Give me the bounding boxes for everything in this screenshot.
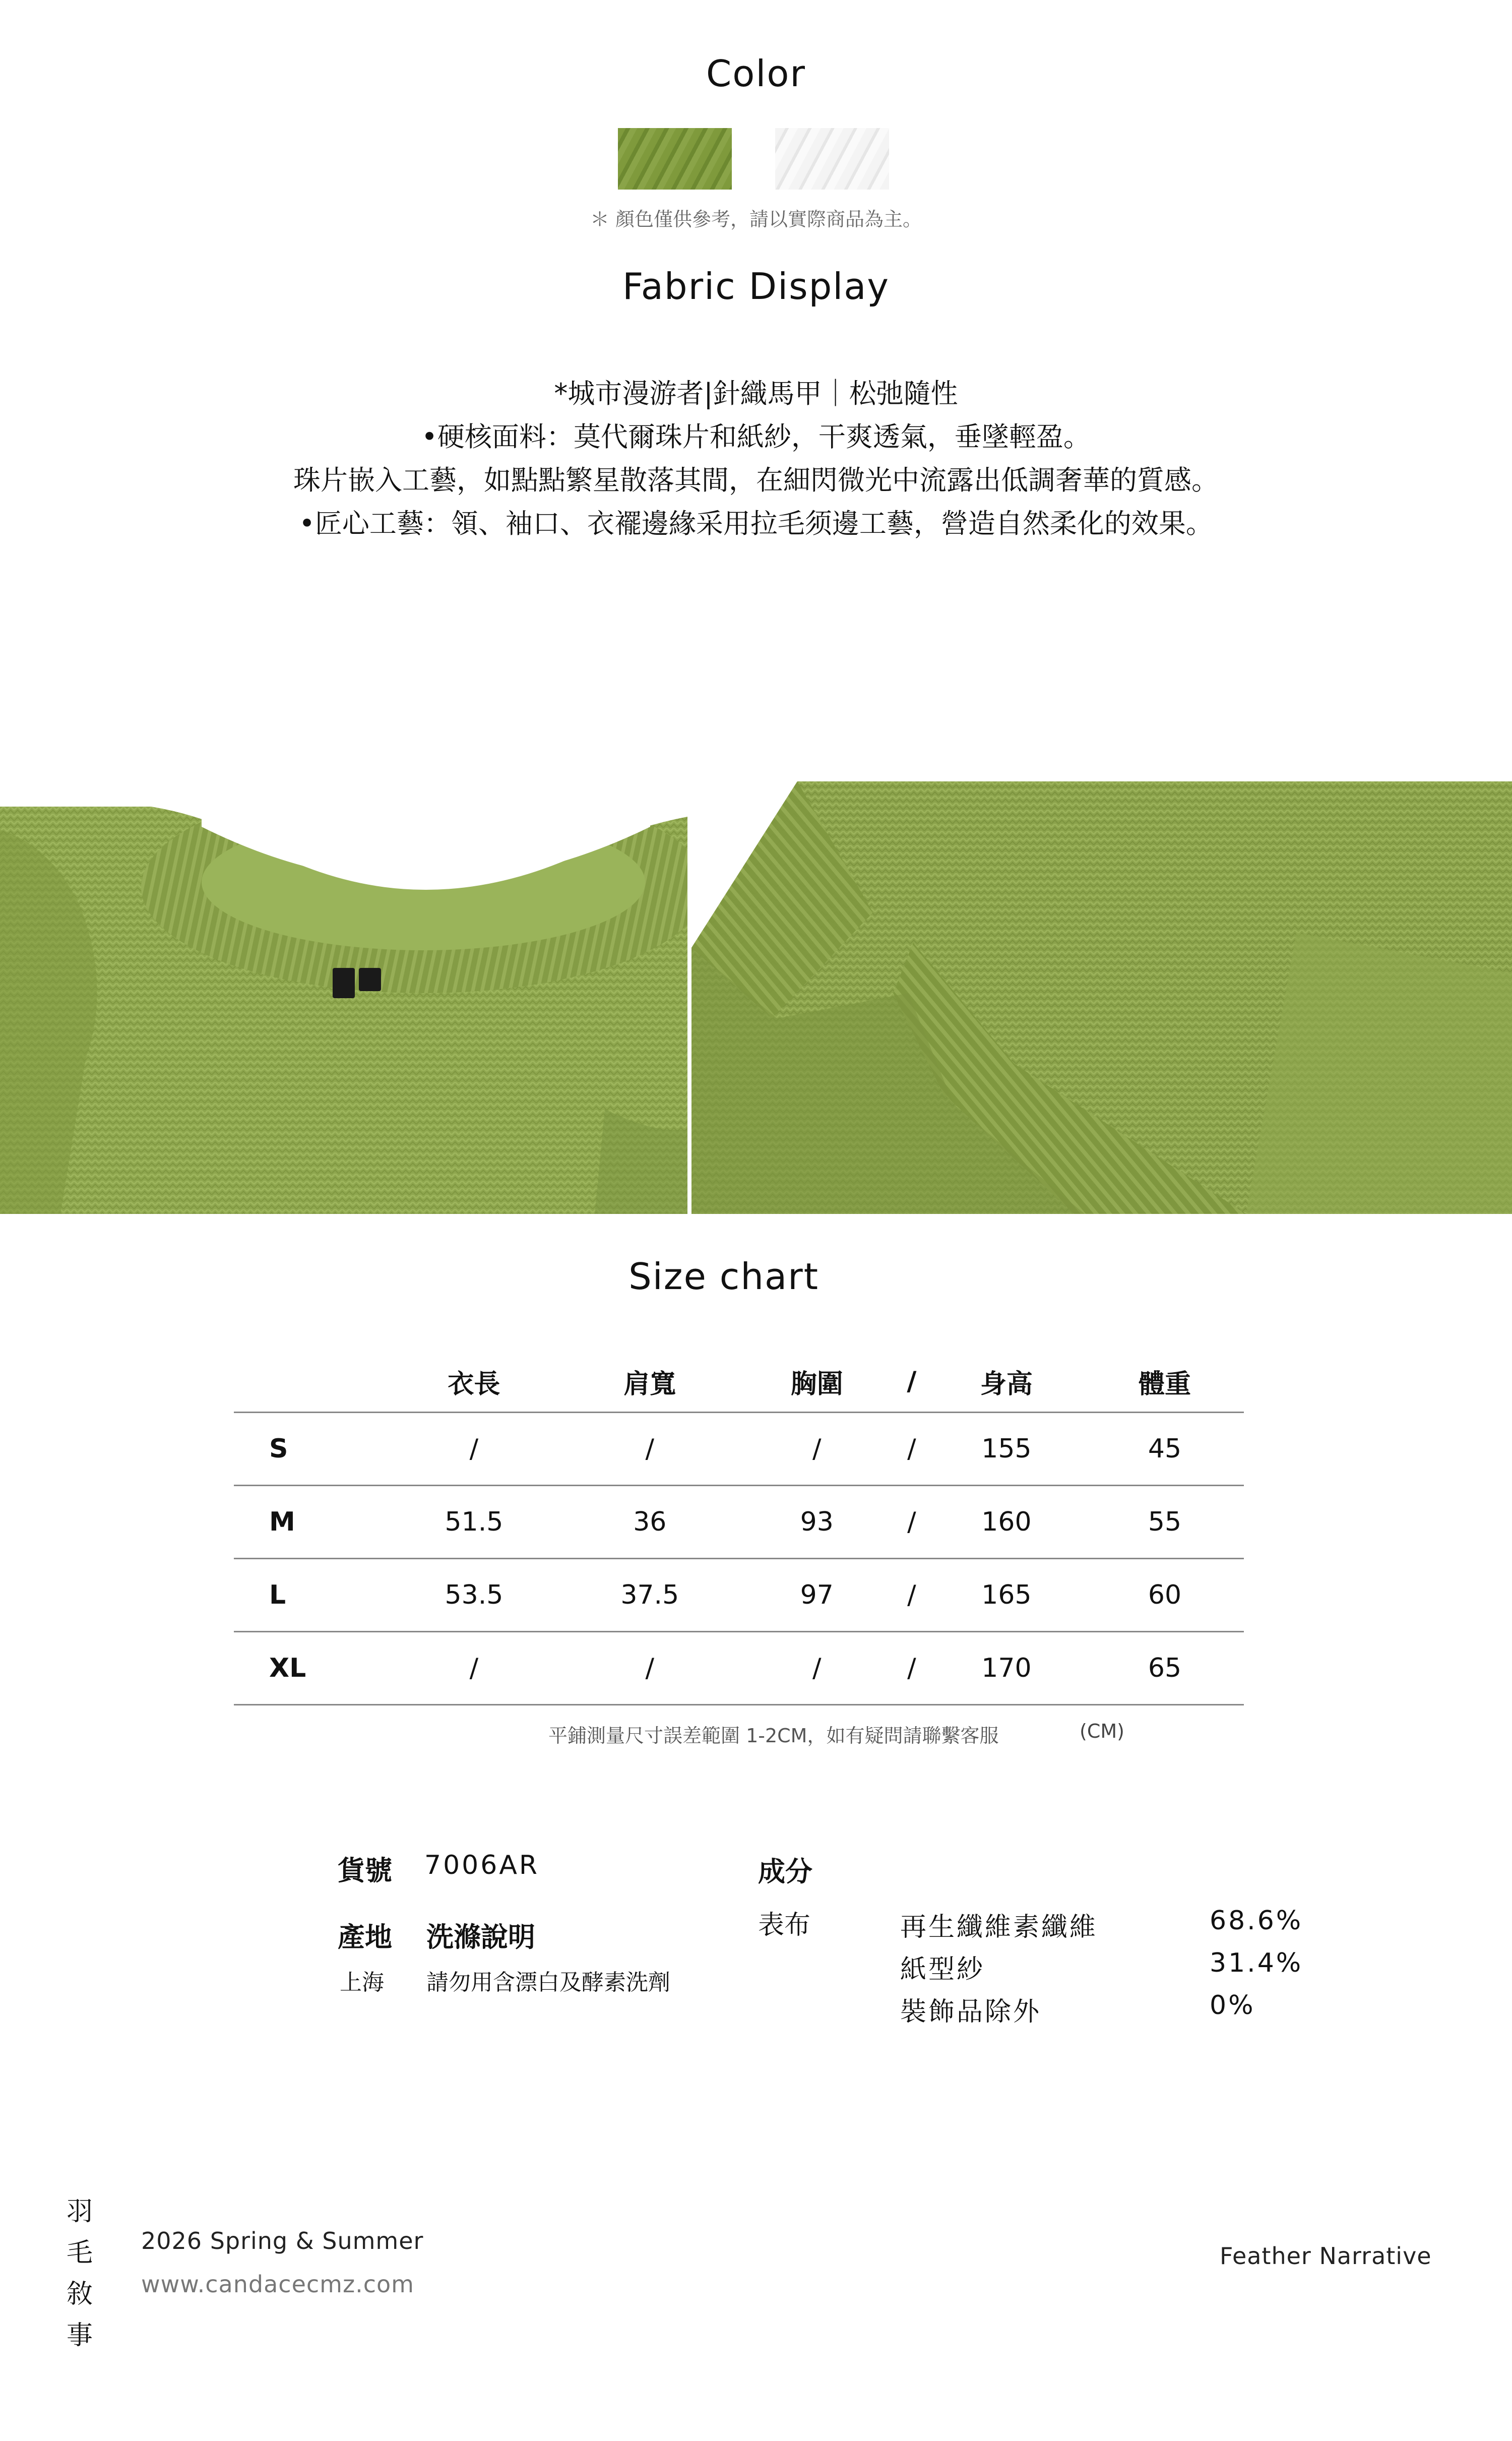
fabric-description (0, 372, 1512, 545)
table-cell: / (562, 1413, 738, 1486)
table-row (234, 1632, 1244, 1705)
footer-season: 2026 Spring & Summer (141, 2227, 424, 2254)
size-table-header-height: 身高 (927, 1351, 1086, 1413)
sku-value: 7006AR (424, 1850, 540, 1880)
material-name-1: 再生纖維素纖維 (900, 1912, 1098, 1942)
size-label: L (234, 1559, 386, 1632)
sku-label: 貨號 (338, 1855, 392, 1886)
origin-label: 產地 (338, 1921, 392, 1953)
wash-value: 請勿用含漂白及酵素洗劑 (426, 1970, 670, 1995)
color-swatch-white[interactable] (775, 128, 889, 190)
table-cell: / (738, 1413, 896, 1486)
table-row (234, 1559, 1244, 1632)
fabric-line-2: •硬核面料：莫代爾珠片和紙紗，干爽透氣，垂墜輕盈。 (421, 421, 1091, 453)
color-title: Color (706, 52, 806, 95)
brand-char: 羽 (66, 2196, 93, 2227)
size-table-header-size (234, 1351, 386, 1413)
brand-vertical-text (65, 2191, 95, 2356)
material-percent-3: 0% (1210, 1990, 1255, 2021)
color-note: ＊ 顏色僅供參考，請以實際商品為主。 (590, 208, 922, 230)
size-table-header-length: 衣長 (386, 1351, 562, 1413)
table-cell: 36 (562, 1486, 738, 1559)
table-cell: / (896, 1486, 927, 1559)
table-cell: / (562, 1632, 738, 1705)
table-cell: 53.5 (386, 1559, 562, 1632)
table-row (234, 1486, 1244, 1559)
material-percent-2: 31.4% (1210, 1948, 1303, 1978)
origin-value: 上海 (340, 1970, 384, 1995)
size-table (234, 1351, 1244, 1705)
size-table-header-slash: / (896, 1351, 927, 1413)
footer-brand-en: Feather Narrative (1220, 2242, 1432, 2270)
table-cell: / (896, 1413, 927, 1486)
table-cell: 60 (1086, 1559, 1244, 1632)
color-swatch-green[interactable] (618, 128, 732, 190)
size-table-header-row (234, 1351, 1244, 1413)
size-label: XL (234, 1632, 386, 1705)
table-cell: 51.5 (386, 1486, 562, 1559)
brand-char: 事 (66, 2321, 93, 2351)
size-table-header-shoulder: 肩寬 (562, 1351, 738, 1413)
table-cell: 97 (738, 1559, 896, 1632)
fabric-line-3: 珠片嵌入工藝，如點點繁星散落其間，在細閃微光中流露出低調奢華的質感。 (293, 464, 1219, 496)
fabric-line-1: *城市漫游者|針織馬甲｜松弛隨性 (554, 378, 958, 409)
table-row (234, 1413, 1244, 1486)
table-cell: 93 (738, 1486, 896, 1559)
table-cell: / (896, 1632, 927, 1705)
table-cell: 65 (1086, 1632, 1244, 1705)
table-cell: 45 (1086, 1413, 1244, 1486)
fabric-title: Fabric Display (622, 265, 890, 308)
table-cell: / (386, 1632, 562, 1705)
material-percent-1: 68.6% (1210, 1906, 1303, 1936)
table-cell: 170 (927, 1632, 1086, 1705)
table-cell: 37.5 (562, 1559, 738, 1632)
table-cell: 160 (927, 1486, 1086, 1559)
fabric-line-4: •匠心工藝：領、袖口、衣襬邊緣采用拉毛须邊工藝，營造自然柔化的效果。 (299, 508, 1213, 539)
size-chart-unit: (CM) (1080, 1720, 1124, 1742)
table-cell: 55 (1086, 1486, 1244, 1559)
size-table-header-weight: 體重 (1086, 1351, 1244, 1413)
fabric-photo-collar (0, 807, 687, 1214)
wash-label: 洗滌說明 (426, 1921, 535, 1953)
brand-char: 敘 (66, 2279, 93, 2309)
size-table-header-chest: 胸圍 (738, 1351, 896, 1413)
composition-label: 成分 (758, 1856, 812, 1887)
size-label: S (234, 1413, 386, 1486)
material-name-3: 裝飾品除外 (900, 1997, 1042, 2027)
table-cell: / (386, 1413, 562, 1486)
table-cell: / (896, 1559, 927, 1632)
table-cell: 155 (927, 1413, 1086, 1486)
footer-url[interactable]: www.candacecmz.com (141, 2271, 414, 2298)
brand-char: 毛 (66, 2238, 93, 2268)
table-cell: / (738, 1632, 896, 1705)
material-name-2: 紙型紗 (900, 1955, 985, 1985)
size-chart-title: Size chart (628, 1255, 819, 1298)
table-cell: 165 (927, 1559, 1086, 1632)
size-chart-note: 平鋪測量尺寸誤差範圍 1-2CM，如有疑問請聯繫客服 (548, 1725, 999, 1747)
size-label: M (234, 1486, 386, 1559)
composition-part: 表布 (758, 1910, 811, 1940)
fabric-photo-hem (691, 781, 1512, 1214)
